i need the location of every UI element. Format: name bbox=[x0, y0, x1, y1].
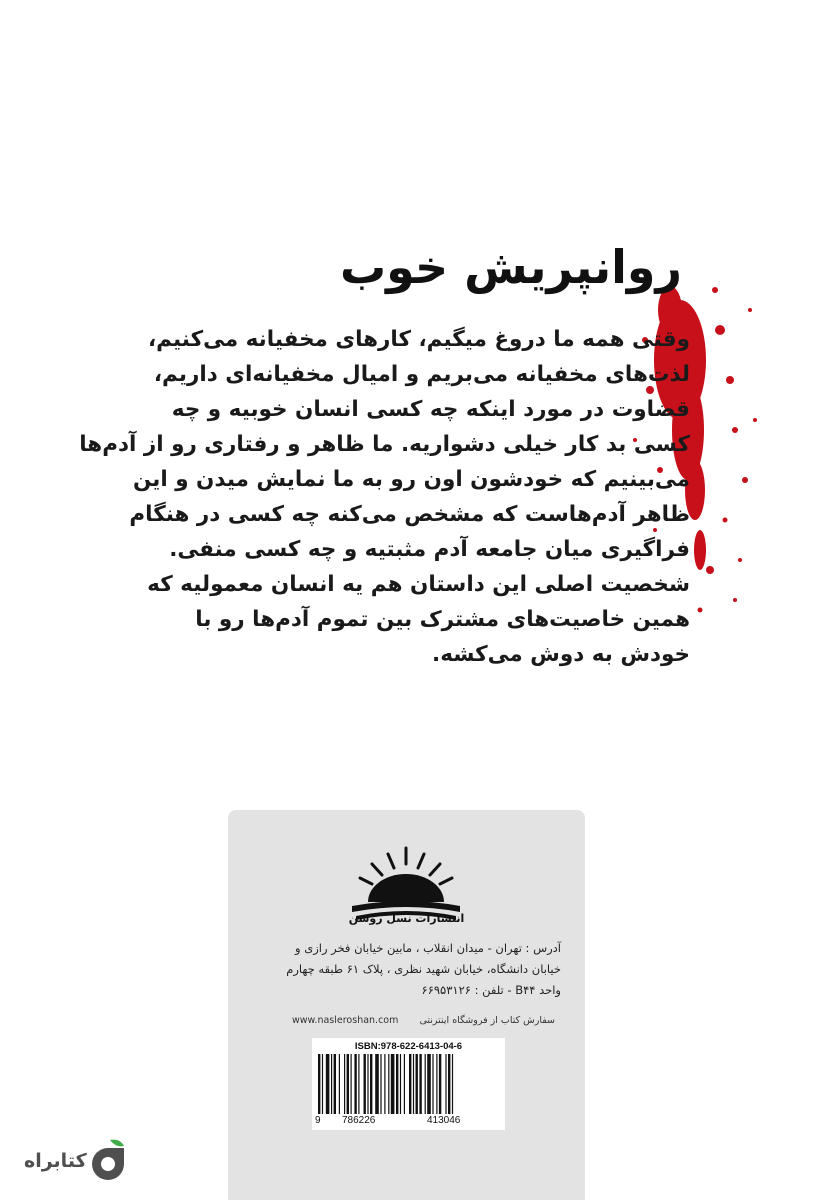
ketabrah-logo-icon bbox=[88, 1138, 128, 1184]
publisher-name: انتشارات نسل روشن bbox=[348, 912, 465, 925]
blurb-line: همین خاصیت‌های مشترک بین تموم آدم‌ها رو با bbox=[195, 607, 690, 632]
blurb-line: شخصیت اصلی این داستان هم یه انسان معمولیه که bbox=[147, 572, 690, 597]
blurb-line: لذت‌های مخفیانه می‌بریم و امیال مخفیانه‌ای داریم، bbox=[153, 362, 690, 387]
blurb-line: می‌بینیم که خودشون اون رو به ما نمایش میدن و این bbox=[132, 467, 690, 492]
back-cover-blurb bbox=[79, 322, 690, 672]
publisher-website-link[interactable]: www.nasleroshan.com bbox=[292, 1015, 399, 1026]
barcode-digits-right: 413046 bbox=[427, 1115, 461, 1126]
blurb-line: فراگیری میان جامعه آدم مثبتیه و چه کسی منفی. bbox=[169, 537, 690, 562]
address-line: خیابان دانشگاه، خیابان شهید نظری ، پلاک ۶۱ طبقه چهارم bbox=[286, 962, 561, 976]
barcode-bars bbox=[318, 1054, 499, 1114]
blurb-line: قضاوت در مورد اینکه چه کسی انسان خوبیه و چه bbox=[171, 397, 690, 422]
isbn-label: ISBN:978-622-6413-04-6 bbox=[354, 1041, 463, 1052]
blurb-line: خودش به دوش می‌کشه. bbox=[432, 642, 690, 667]
address-line: آدرس : تهران - میدان انقلاب ، مابین خیابان فخر رازی و bbox=[295, 941, 561, 955]
book-title: روانپریش خوب bbox=[339, 240, 682, 294]
order-note: سفارش کتاب از فروشگاه اینترنتی bbox=[419, 1015, 555, 1026]
publisher-panel bbox=[228, 810, 585, 1200]
blurb-line: وقتی همه ما دروغ میگیم، کارهای مخفیانه می‌کنیم، bbox=[148, 327, 690, 352]
address-line: واحد B۴۴ - تلفن : ۶۶۹۵۳۱۲۶ bbox=[421, 983, 561, 997]
blurb-line: کسی بد کار خیلی دشواریه. ما ظاهر و رفتاری رو از آدم‌ها bbox=[79, 432, 690, 457]
isbn-barcode bbox=[312, 1038, 505, 1130]
barcode-digit-first: 9 bbox=[315, 1115, 321, 1126]
publisher-address bbox=[241, 938, 561, 1001]
ketabrah-brand[interactable] bbox=[24, 1138, 134, 1184]
barcode-digits-left: 786226 bbox=[342, 1115, 376, 1126]
blurb-line: ظاهر آدم‌هاست که مشخص می‌کنه چه کسی در هنگام bbox=[129, 502, 690, 527]
brand-name: کتابراه bbox=[24, 1150, 87, 1172]
